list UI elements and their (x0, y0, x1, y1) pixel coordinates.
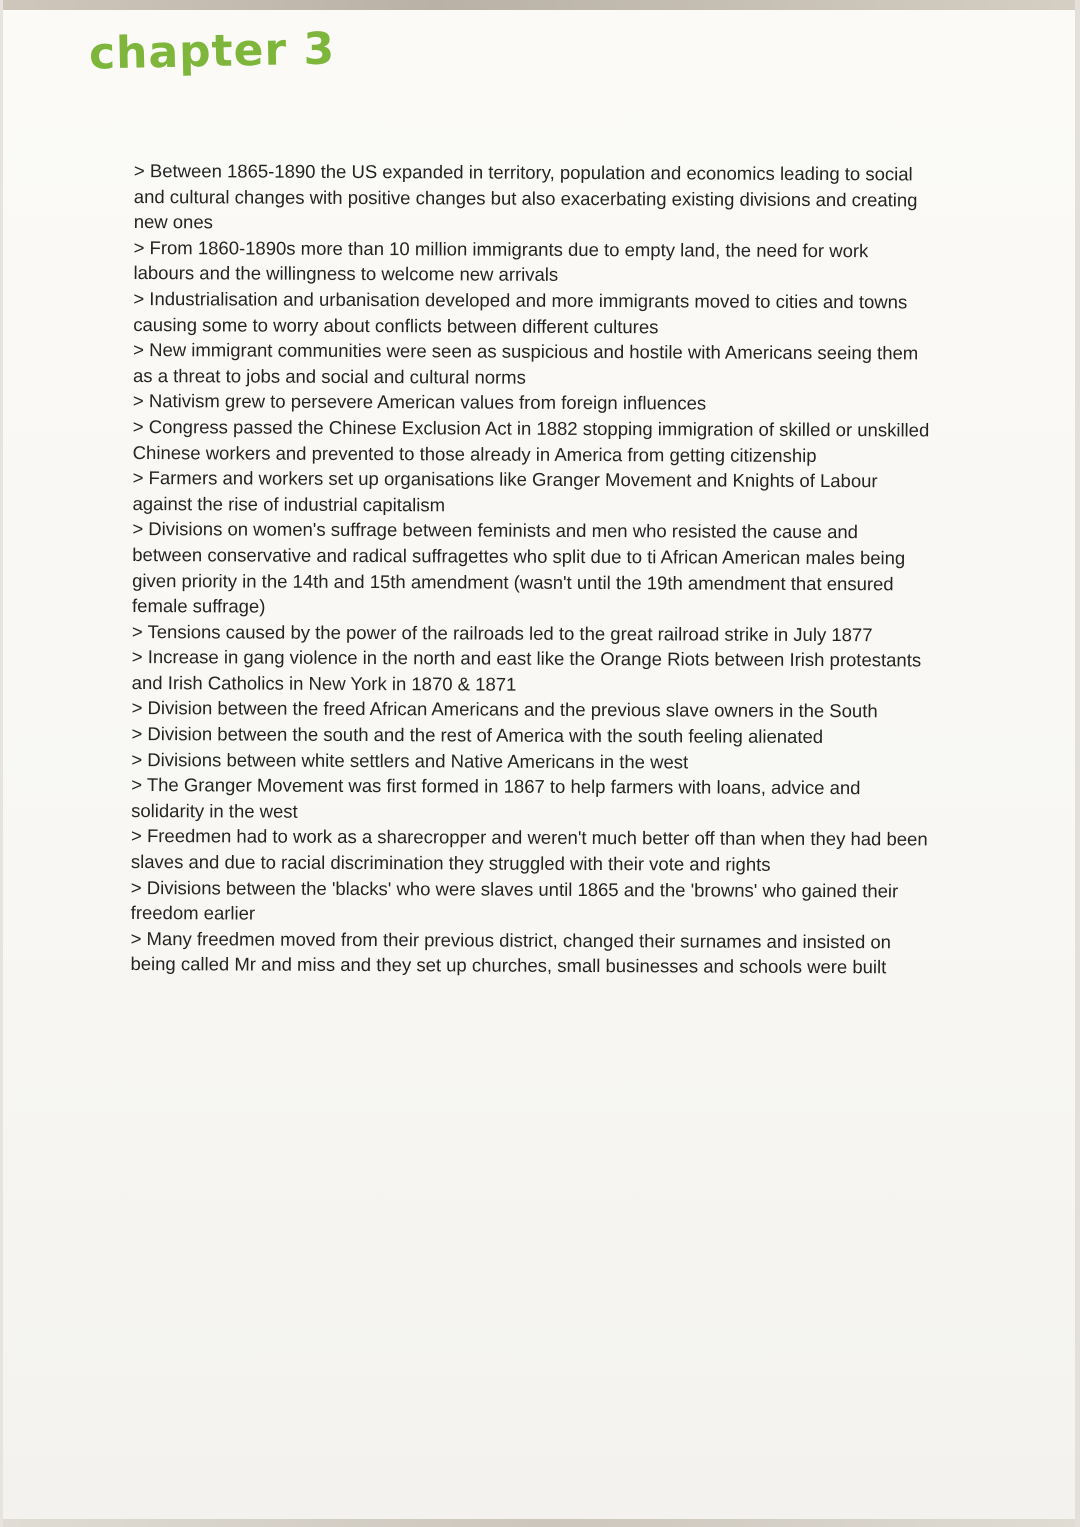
note-item: > Increase in gang violence in the north and east like the Orange Riots between Irish protestants and Irish Catholics in New York in 1870 & 1871 (131, 646, 922, 695)
note-item: > Nativism grew to persevere American values from foreign influences (132, 390, 707, 414)
note-item: > Industrialisation and urbanisation developed and more immigrants moved to cities and towns causing some to worry about conflicts between different cultures (133, 287, 908, 337)
note-item: > Divisions between the 'blacks' who were slaves until 1865 and the 'browns' who gained their freedom earlier (130, 876, 899, 924)
note-item: > Farmers and workers set up organisations like Granger Movement and Knights of Labour against the rise of industrial capitalism (132, 467, 878, 516)
note-item: > Tensions caused by the power of the railroads led to the great railroad strike in July 1877 (131, 620, 873, 645)
note-item: > Divisions between white settlers and Native Americans in the west (131, 748, 689, 773)
note-item: > From 1860-1890s more than 10 million immigrants due to empty land, the need for work labours and the willingness to welcome new arrivals (133, 236, 869, 286)
chapter-title: chapter 3 (88, 23, 336, 80)
notes-list (130, 158, 934, 980)
note-item: > New immigrant communities were seen as suspicious and hostile with Americans seeing them as a threat to jobs and social and cultural norms (133, 339, 919, 388)
page-bottom-edge (3, 1519, 1080, 1527)
note-item: > Divisions on women's suffrage between feminists and men who resisted the cause and between conservative and radical suffragettes who split due to ti African American males being given priority in the 14th and 15th amendment (wasn't until the 19th amendment that ensured female suffrage) (132, 518, 906, 617)
note-item: > Freedmen had to work as a sharecropper and weren't much better off than when they had been slaves and due to racial discrimination they struggled with their vote and rights (130, 825, 928, 875)
note-item: > Many freedmen moved from their previous district, changed their surnames and insisted on being called Mr and miss and they set up churches, small businesses and schools were built (130, 927, 892, 978)
page-top-edge (3, 0, 1080, 10)
note-item: > Between 1865-1890 the US expanded in territory, population and economics leading to social and cultural changes with positive changes but also exacerbating existing divisions and creating new ones (133, 159, 918, 233)
note-item: > Congress passed the Chinese Exclusion Act in 1882 stopping immigration of skilled or unskilled Chinese workers and prevented to those already in America from getting citizenship (132, 415, 930, 466)
note-item: > Division between the south and the rest of America with the south feeling alienated (131, 723, 824, 748)
note-item: > Division between the freed African Americans and the previous slave owners in the South (131, 697, 878, 722)
note-item: > The Granger Movement was first formed in 1867 to help farmers with loans, advice and solidarity in the west (131, 774, 861, 822)
